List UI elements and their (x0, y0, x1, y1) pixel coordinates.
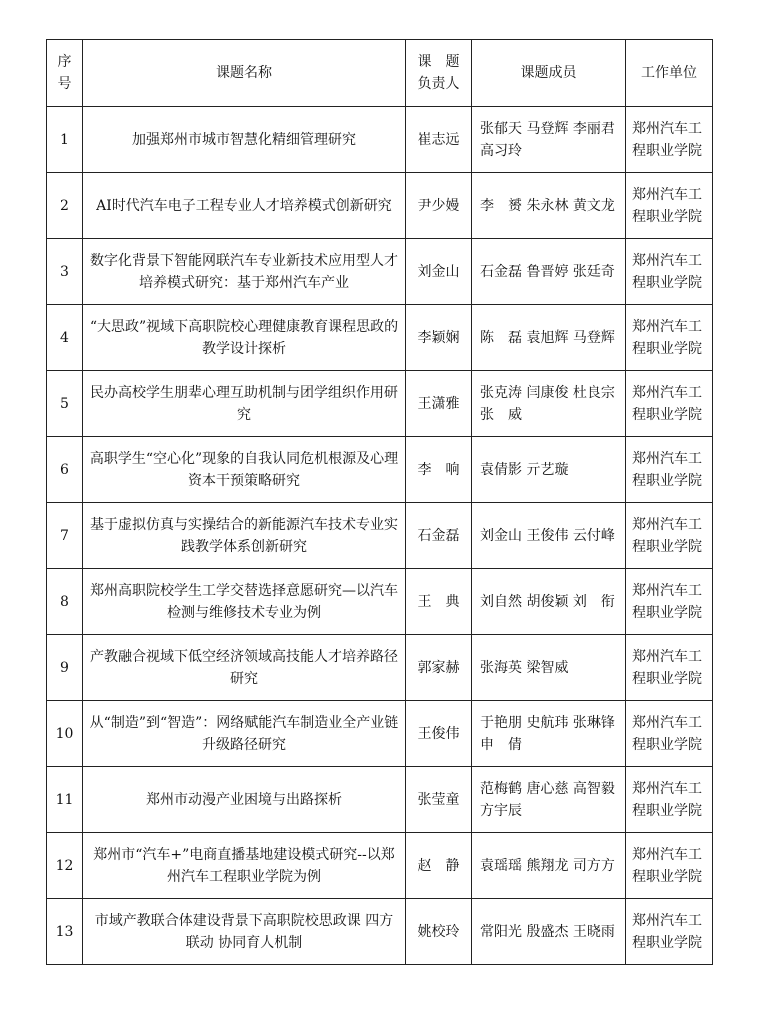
project-members: 李 赟 朱永林 黄文龙 (472, 173, 626, 239)
work-unit: 郑州汽车工程职业学院 (626, 239, 713, 305)
row-number: 9 (47, 635, 83, 701)
project-title: 郑州市动漫产业困境与出路探析 (83, 767, 406, 833)
work-unit: 郑州汽车工程职业学院 (626, 173, 713, 239)
project-members: 常阳光 殷盛杰 王晓雨 (472, 899, 626, 965)
header-leader-line: 负责人 (417, 76, 460, 92)
work-unit: 郑州汽车工程职业学院 (626, 701, 713, 767)
project-members: 刘金山 王俊伟 云付峰 (472, 503, 626, 569)
project-leader: 郭家赫 (406, 635, 472, 701)
table-row (47, 503, 713, 569)
project-leader: 王 典 (406, 569, 472, 635)
project-members: 袁瑶瑶 熊翔龙 司方方 (472, 833, 626, 899)
table-row (47, 635, 713, 701)
project-leader: 王潇雅 (406, 371, 472, 437)
project-leader: 张莹童 (406, 767, 472, 833)
work-unit: 郑州汽车工程职业学院 (626, 305, 713, 371)
header-unit: 工作单位 (626, 40, 713, 107)
project-members: 张克涛 闫康俊 杜良宗 张 威 (472, 371, 626, 437)
work-unit: 郑州汽车工程职业学院 (626, 833, 713, 899)
work-unit: 郑州汽车工程职业学院 (626, 569, 713, 635)
table-row (47, 173, 713, 239)
project-members: 张郁天 马登辉 李丽君 高习玲 (472, 107, 626, 173)
project-leader: 尹少嫚 (406, 173, 472, 239)
project-leader: 姚校玲 (406, 899, 472, 965)
project-title: 基于虚拟仿真与实操结合的新能源汽车技术专业实践教学体系创新研究 (83, 503, 406, 569)
project-title: “大思政”视域下高职院校心理健康教育课程思政的教学设计探析 (83, 305, 406, 371)
header-no-line: 号 (57, 76, 72, 92)
project-title: 数字化背景下智能网联汽车专业新技术应用型人才培养模式研究：基于郑州汽车产业 (83, 239, 406, 305)
work-unit: 郑州汽车工程职业学院 (626, 899, 713, 965)
project-leader: 石金磊 (406, 503, 472, 569)
table-row (47, 833, 713, 899)
table-row (47, 899, 713, 965)
table-row (47, 239, 713, 305)
project-title: 从“制造”到“智造”：网络赋能汽车制造业全产业链升级路径研究 (83, 701, 406, 767)
header-leader-line: 课 题 (417, 54, 460, 70)
project-members: 刘自然 胡俊颖 刘 衔 (472, 569, 626, 635)
row-number: 7 (47, 503, 83, 569)
table-row (47, 701, 713, 767)
row-number: 8 (47, 569, 83, 635)
work-unit: 郑州汽车工程职业学院 (626, 767, 713, 833)
project-title: 加强郑州市城市智慧化精细管理研究 (83, 107, 406, 173)
project-title: 高职学生“空心化”现象的自我认同危机根源及心理资本干预策略研究 (83, 437, 406, 503)
work-unit: 郑州汽车工程职业学院 (626, 503, 713, 569)
row-number: 11 (47, 767, 83, 833)
row-number: 3 (47, 239, 83, 305)
project-leader: 王俊伟 (406, 701, 472, 767)
project-leader: 赵 静 (406, 833, 472, 899)
project-title: AI时代汽车电子工程专业人才培养模式创新研究 (83, 173, 406, 239)
project-title: 郑州高职院校学生工学交替选择意愿研究—以汽车检测与维修技术专业为例 (83, 569, 406, 635)
table-row (47, 569, 713, 635)
table-row (47, 437, 713, 503)
project-members: 于艳朋 史航玮 张琳锋 申 倩 (472, 701, 626, 767)
project-leader: 刘金山 (406, 239, 472, 305)
header-no-line: 序 (57, 54, 72, 70)
row-number: 12 (47, 833, 83, 899)
project-members: 张海英 梁智威 (472, 635, 626, 701)
row-number: 2 (47, 173, 83, 239)
row-number: 4 (47, 305, 83, 371)
row-number: 13 (47, 899, 83, 965)
work-unit: 郑州汽车工程职业学院 (626, 371, 713, 437)
table-row (47, 305, 713, 371)
project-title: 市域产教联合体建设背景下高职院校思政课 四方联动 协同育人机制 (83, 899, 406, 965)
work-unit: 郑州汽车工程职业学院 (626, 107, 713, 173)
header-no (47, 40, 83, 107)
work-unit: 郑州汽车工程职业学院 (626, 635, 713, 701)
row-number: 6 (47, 437, 83, 503)
table-row (47, 371, 713, 437)
work-unit: 郑州汽车工程职业学院 (626, 437, 713, 503)
header-row (47, 40, 713, 107)
row-number: 1 (47, 107, 83, 173)
header-leader (406, 40, 472, 107)
project-title: 产教融合视域下低空经济领域高技能人才培养路径研究 (83, 635, 406, 701)
project-members: 陈 磊 袁旭辉 马登辉 (472, 305, 626, 371)
project-table (46, 39, 713, 965)
row-number: 5 (47, 371, 83, 437)
project-title: 郑州市“汽车+”电商直播基地建设模式研究--以郑州汽车工程职业学院为例 (83, 833, 406, 899)
header-title: 课题名称 (83, 40, 406, 107)
project-leader: 崔志远 (406, 107, 472, 173)
project-members: 袁倩影 亓艺璇 (472, 437, 626, 503)
table-row (47, 767, 713, 833)
table-row (47, 107, 713, 173)
project-leader: 李 响 (406, 437, 472, 503)
project-members: 石金磊 鲁晋婷 张廷奇 (472, 239, 626, 305)
project-members: 范梅鹤 唐心慈 高智毅 方宇辰 (472, 767, 626, 833)
row-number: 10 (47, 701, 83, 767)
header-members: 课题成员 (472, 40, 626, 107)
project-title: 民办高校学生朋辈心理互助机制与团学组织作用研究 (83, 371, 406, 437)
project-leader: 李颖娴 (406, 305, 472, 371)
